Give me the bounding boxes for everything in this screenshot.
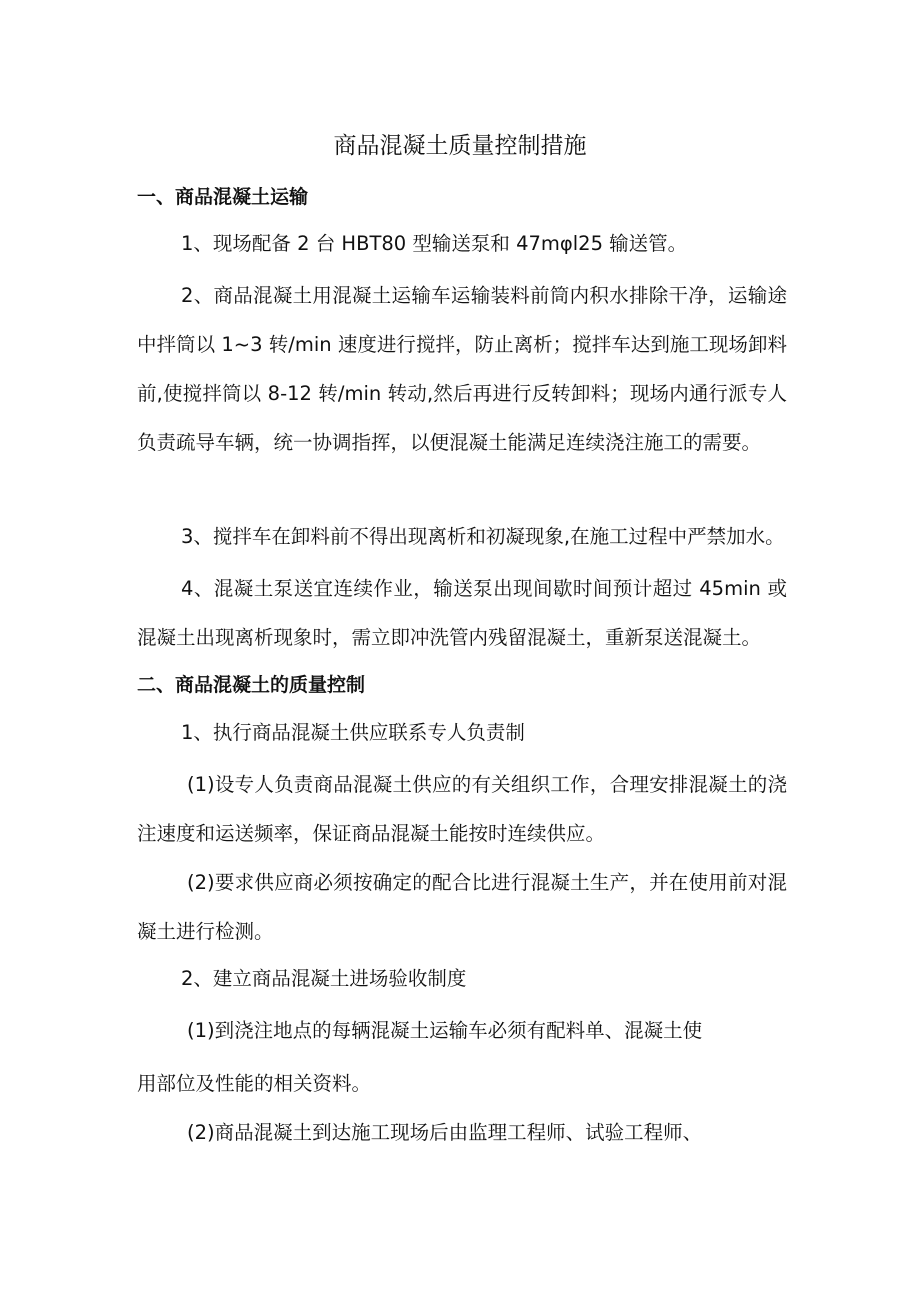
paragraph-1-4: 4、混凝土泵送宜连续作业，输送泵出现间歇时间预计超过 45min 或混凝土出现离析现象时，需立即冲洗管内残留混凝土，重新泵送混凝土。 xyxy=(137,577,787,649)
section-heading-quality-control: 二、商品混凝土的质量控制 xyxy=(137,674,366,696)
paragraph-1-1: 1、现场配备 2 台 HBT80 型输送泵和 47mφl25 输送管。 xyxy=(181,232,688,255)
paragraph-2-4: 2、建立商品混凝土进场验收制度 xyxy=(181,967,467,990)
paragraph-2-3: (2)要求供应商必须按确定的配合比进行混凝土生产，并在使用前对混凝土进行检测。 xyxy=(137,871,787,943)
document-title: 商品混凝土质量控制措施 xyxy=(333,133,587,159)
section-heading-transport: 一、商品混凝土运输 xyxy=(137,186,309,208)
paragraph-2-5: (1)到浇注地点的每辆混凝土运输车必须有配料单、混凝土使 xyxy=(187,1019,703,1042)
paragraph-1-3: 3、搅拌车在卸料前不得出现离析和初凝现象,在施工过程中严禁加水。 xyxy=(181,525,785,548)
paragraph-1-2: 2、商品混凝土用混凝土运输车运输装料前筒内积水排除干净，运输途中拌筒以 1~3 转/min 速度进行搅拌，防止离析；搅拌车达到施工现场卸料前,使搅拌筒以 8-12 转/min 转动,然后再进行反转卸料；现场内通行派专人负责疏导车辆，统一协调指挥，以便混凝土能满足连续浇注施工的需要。 xyxy=(137,284,787,454)
paragraph-2-7: (2)商品混凝土到达施工现场后由监理工程师、试验工程师、 xyxy=(187,1121,703,1144)
paragraph-2-1: 1、执行商品混凝土供应联系专人负责制 xyxy=(181,721,525,744)
paragraph-2-6: 用部位及性能的相关资料。 xyxy=(137,1072,372,1095)
paragraph-2-2: (1)设专人负责商品混凝土供应的有关组织工作，合理安排混凝土的浇注速度和运送频率，保证商品混凝土能按时连续供应。 xyxy=(137,773,787,845)
